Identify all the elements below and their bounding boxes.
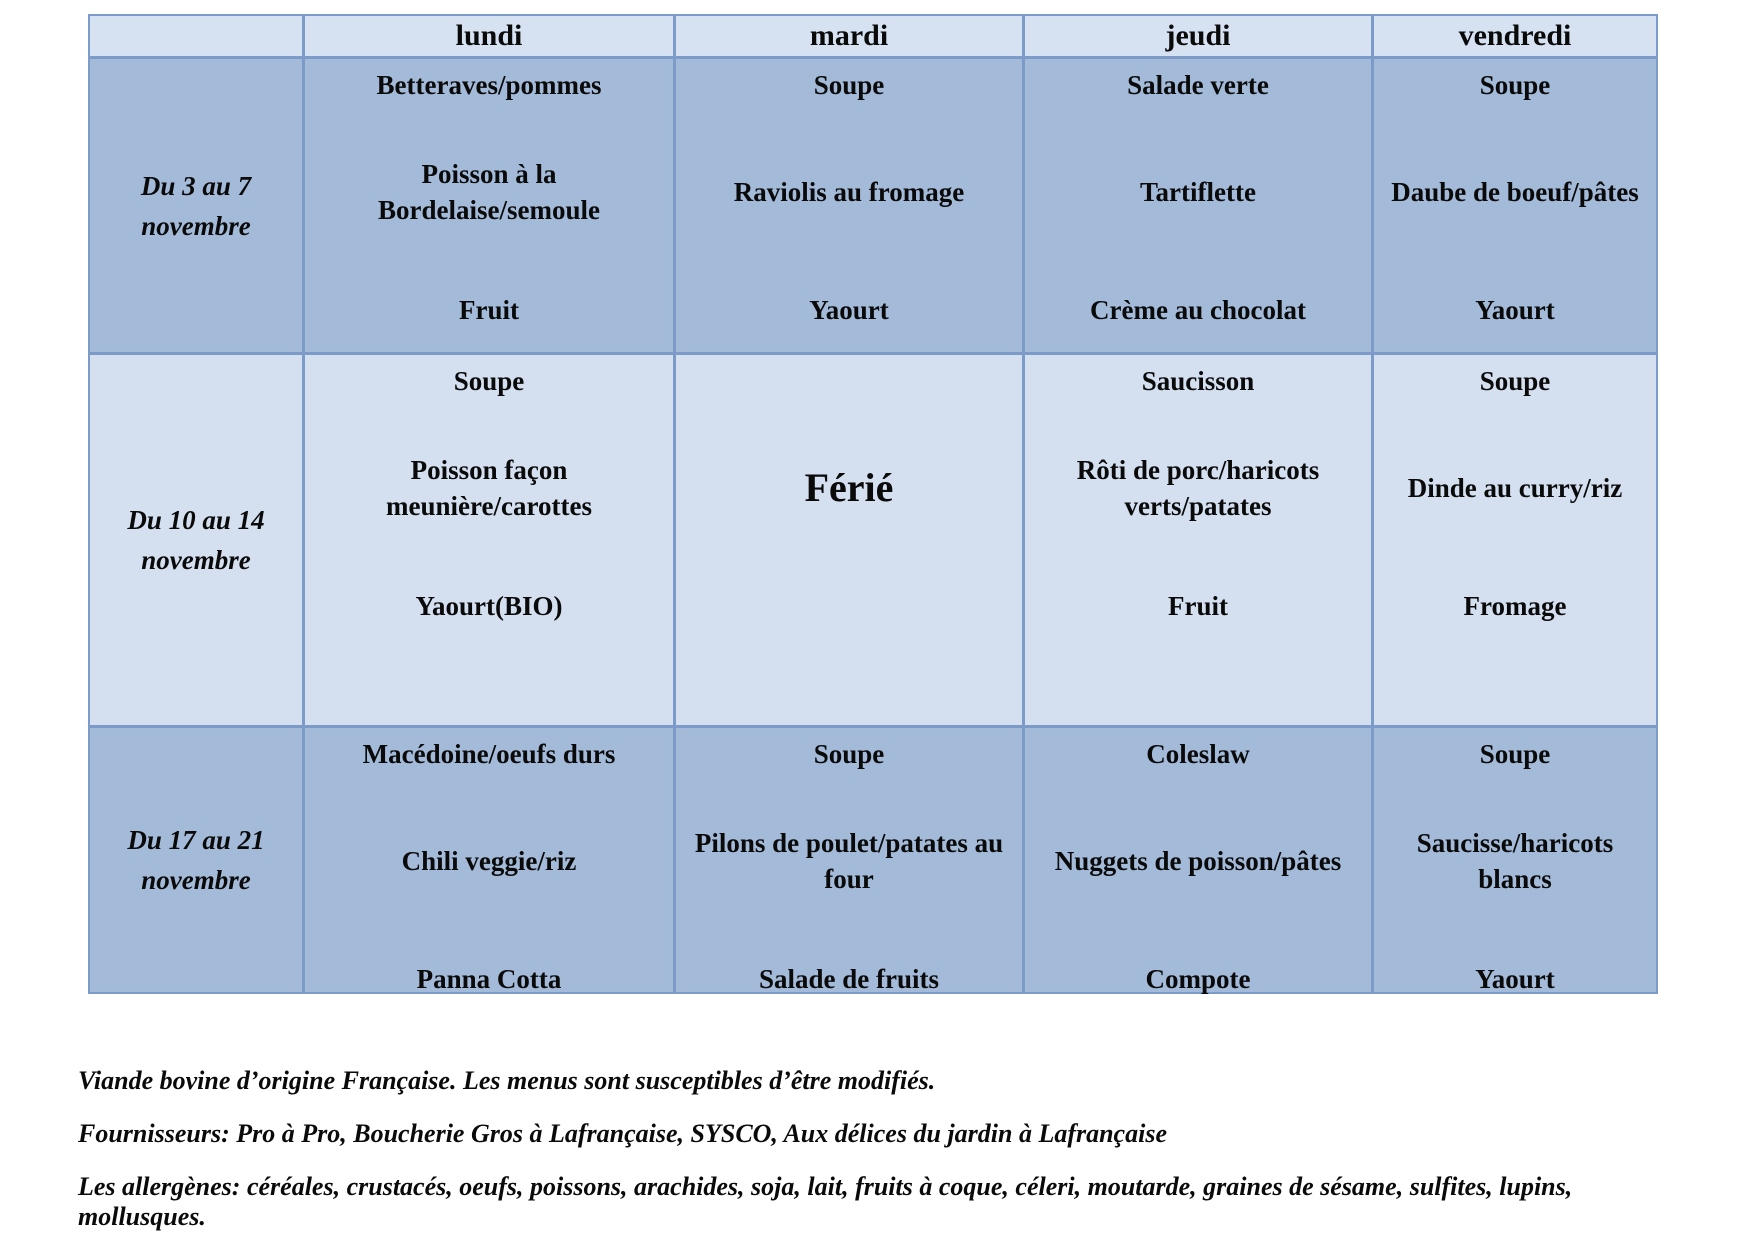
footer-notes [78,1066,1698,1240]
dessert: Crème au chocolat [1090,295,1306,325]
menu-cell-week3-mardi [676,728,1022,992]
menu-cell-week2-jeudi [1025,355,1371,725]
starter: Macédoine/oeufs durs [362,739,616,769]
dessert: Panna Cotta [416,964,562,994]
starter: Soupe [813,739,885,769]
main-dish: Rôti de porc/haricots verts/patates [1076,455,1320,521]
main-dish: Nuggets de poisson/pâtes [1054,846,1342,876]
week-label-line: Du 3 au 7 [140,170,252,201]
week-label-1 [90,59,302,352]
starter: Soupe [1479,739,1551,769]
main-dish: Tartiflette [1140,177,1256,207]
menu-cell-week3-vendredi [1374,728,1656,992]
menu-cell-week2-vendredi [1374,355,1656,725]
corner-cell [90,16,302,56]
main-dish: Saucisse/haricots blancs [1416,828,1614,894]
dessert: Yaourt [1475,964,1555,994]
day-header-lundi: lundi [305,16,673,56]
starter: Salade verte [1127,70,1269,100]
starter: Soupe [453,366,525,396]
starter: Soupe [1479,70,1551,100]
dessert: Yaourt(BIO) [415,591,563,621]
main-dish: Raviolis au fromage [733,177,965,207]
day-header-jeudi: jeudi [1025,16,1371,56]
main-dish: Dinde au curry/riz [1407,473,1623,503]
holiday-label: Férié [804,465,894,510]
day-header-mardi: mardi [676,16,1022,56]
dessert: Fromage [1463,591,1567,621]
menu-cell-week1-mardi [676,59,1022,352]
dessert: Salade de fruits [758,964,939,994]
week-label-3 [90,728,302,992]
menu-cell-week1-vendredi [1374,59,1656,352]
menu-cell-week3-jeudi [1025,728,1371,992]
menu-cell-week3-lundi [305,728,673,992]
week-label-line: Du 10 au 14 [127,505,265,535]
dessert: Fruit [1168,591,1228,621]
starter: Soupe [813,70,885,100]
day-header-vendredi: vendredi [1374,16,1656,56]
week-label-line: novembre [141,210,251,241]
week-label-line: novembre [141,545,251,575]
menu-cell-week2-mardi [676,355,1022,725]
dessert: Compote [1145,964,1251,994]
main-dish: Daube de boeuf/pâtes [1391,177,1639,207]
dessert: Fruit [459,295,519,325]
main-dish: Poisson façon meunière/carottes [386,455,592,521]
starter: Betteraves/pommes [376,70,602,100]
main-dish: Chili veggie/riz [401,846,577,876]
week-label-2 [90,355,302,725]
menu-table [88,14,1658,994]
menu-cell-week1-lundi [305,59,673,352]
week-label-line: novembre [141,865,251,895]
menu-cell-week2-lundi [305,355,673,725]
main-dish: Poisson à la Bordelaise/semoule [378,159,600,225]
note-allergens: Les allergènes: céréales, crustacés, oeufs, poissons, arachides, soja, lait, fruits à coque, céleri, moutarde, graines de sésame, sulfites, lupins, mollusques. [78,1172,1573,1231]
note-suppliers: Fournisseurs: Pro à Pro, Boucherie Gros à Lafrançaise, SYSCO, Aux délices du jardin à Lafrançaise [78,1119,1167,1148]
menu-cell-week1-jeudi [1025,59,1371,352]
week-label-line: Du 17 au 21 [127,825,265,855]
dessert: Yaourt [1475,295,1555,325]
starter: Coleslaw [1146,739,1250,769]
starter: Soupe [1479,366,1551,396]
main-dish: Pilons de poulet/patates au four [694,828,1004,894]
starter: Saucisson [1141,366,1255,396]
dessert: Yaourt [809,295,889,325]
note-beef-origin: Viande bovine d’origine Française. Les menus sont susceptibles d’être modifiés. [78,1066,936,1095]
